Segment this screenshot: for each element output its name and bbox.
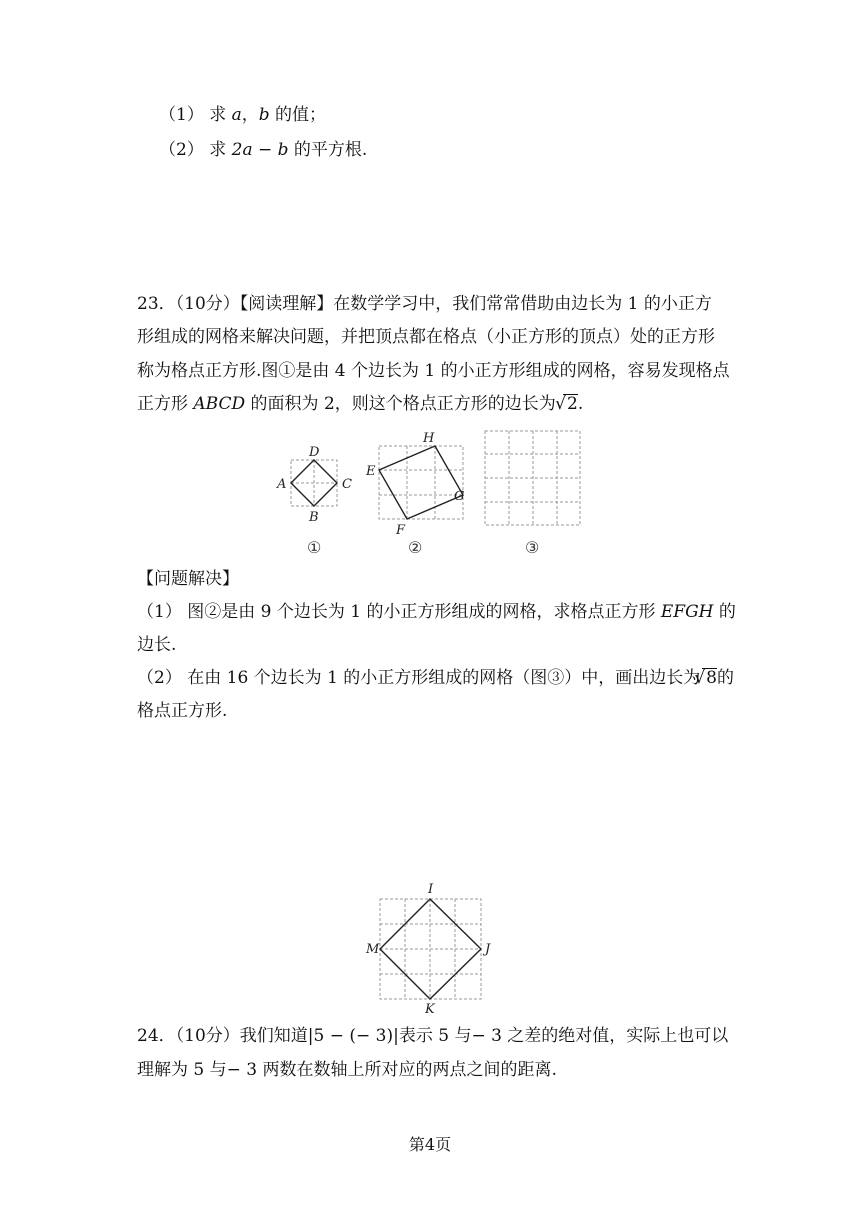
caption-3: ③	[525, 538, 540, 557]
label-I: I	[428, 882, 434, 897]
caption-1: ①	[307, 538, 322, 557]
q23-part1-line2: 边长.	[137, 635, 177, 655]
caption-2: ②	[408, 538, 423, 557]
q23-line4: 正方形 ABCD 的面积为 2，则这个格点正方形的边长为 √ 2.	[137, 393, 583, 415]
sqrt-8: √ 8	[702, 668, 717, 687]
q23-line2: 形组成的网格来解决问题，并把顶点都在格点（小正方形的顶点）处的正方形	[137, 327, 715, 347]
label-H: H	[423, 431, 435, 446]
q23-part2-line1: （2） 在由 16 个边长为 1 的小正方形组成的网格（图③）中，画出边长为√ 8的	[137, 667, 734, 689]
q24-line2: 理解为 5 与− 3 两数在数轴上所对应的两点之间的距离.	[137, 1060, 557, 1080]
figure-3	[482, 428, 582, 528]
label-D: D	[309, 445, 320, 460]
label-E: E	[366, 464, 376, 479]
q24-line1: 24．（10分）我们知道|5 − (− 3)|表示 5 与− 3 之差的绝对值，实际上也可以	[137, 1026, 729, 1046]
page-number: 第4页	[408, 1135, 452, 1154]
label-G: G	[454, 489, 465, 504]
figure-answer	[358, 880, 498, 1015]
label-J: J	[485, 942, 491, 957]
q23-line3: 称为格点正方形.图①是由 4 个边长为 1 的小正方形组成的网格，容易发现格点	[137, 361, 730, 381]
q23-line1: 23．（10分）【阅读理解】在数学学习中，我们常常借助由边长为 1 的小正方	[137, 294, 712, 314]
label-M: M	[366, 942, 380, 957]
figure-2	[362, 428, 477, 538]
label-K: K	[425, 1002, 435, 1015]
label-A: A	[277, 477, 287, 492]
label-C: C	[342, 477, 352, 492]
q23-part1-line1: （1） 图②是由 9 个边长为 1 的小正方形组成的网格，求格点正方形 EFGH 的	[137, 602, 736, 622]
label-B: B	[309, 510, 319, 525]
q22-part1: （1） 求 a，b 的值；	[159, 105, 327, 125]
q22-part2: （2） 求 2a − b 的平方根.	[159, 140, 368, 160]
q23-part2-line2: 格点正方形.	[137, 701, 228, 721]
figure-1	[270, 440, 360, 530]
sqrt-2: √ 2	[563, 394, 578, 413]
label-F: F	[396, 523, 406, 538]
solve-heading: 【问题解决】	[137, 569, 239, 589]
